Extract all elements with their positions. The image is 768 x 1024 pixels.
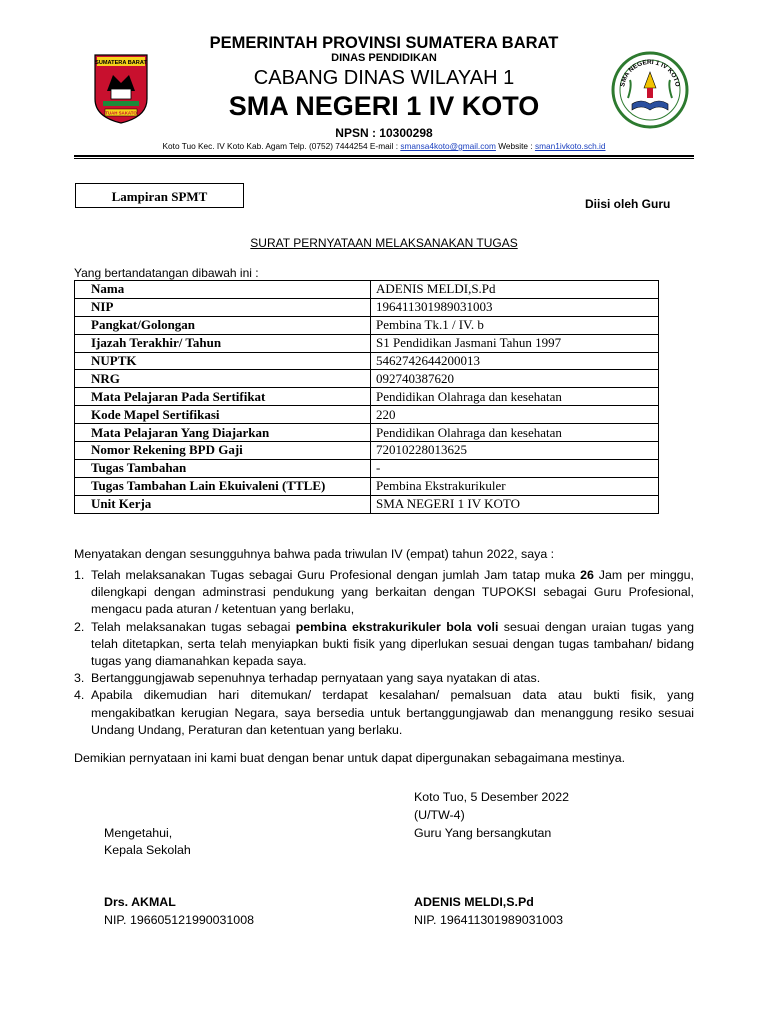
filled-by-note: Diisi oleh Guru [585, 197, 671, 211]
intro-text: Yang bertandatangan dibawah ini : [74, 266, 259, 280]
identity-key: Pangkat/Golongan [75, 316, 371, 334]
website-label: Website : [495, 141, 535, 151]
point-emphasis: 26 [580, 568, 594, 582]
document-title: SURAT PERNYATAAN MELAKSANAKAN TUGAS [250, 236, 518, 250]
identity-row [75, 388, 659, 406]
identity-value: 5462742644200013 [371, 352, 659, 370]
contact-address: Koto Tuo Kec. IV Koto Kab. Agam Telp. (0752) 7444254 E-mail : [162, 141, 401, 151]
period-code: (U/TW-4) [414, 808, 465, 822]
identity-row [75, 442, 659, 460]
identity-key: Mata Pelajaran Pada Sertifikat [75, 388, 371, 406]
identity-value: - [371, 459, 659, 477]
point-text-continued: Jam per minggu, dilengkapi dengan adminstrasi pendukung yang berkaitan dengan TUPOKSI sebagai Guru Profesional, mengacu pada aturan / ketentuan yang berlaku, [91, 568, 694, 617]
identity-table [74, 280, 659, 514]
emblem-top-text: SUMATERA BARAT [95, 60, 147, 66]
identity-value: 092740387620 [371, 370, 659, 388]
point-number: 1. [74, 568, 85, 582]
website-link[interactable]: sman1ivkoto.sch.id [534, 141, 606, 151]
principal-nip: NIP. 196605121990031008 [104, 913, 254, 927]
identity-value: Pendidikan Olahraga dan kesehatan [371, 388, 659, 406]
letterhead-divider-thin [74, 158, 694, 159]
point-text: Telah melaksanakan tugas sebagai [91, 619, 296, 634]
identity-value: Pembina Ekstrakurikuler [371, 477, 659, 495]
statement-point [74, 567, 694, 619]
identity-key: Ijazah Terakhir/ Tahun [75, 334, 371, 352]
letterhead-school-name: SMA NEGERI 1 IV KOTO [228, 91, 540, 121]
school-logo-text: SMA NEGERI 1 IV KOTO [619, 58, 681, 88]
principal-label: Kepala Sekolah [104, 843, 191, 857]
statement-point [74, 670, 694, 687]
letterhead-contact [0, 141, 768, 151]
identity-row [75, 334, 659, 352]
identity-value: Pembina Tk.1 / IV. b [371, 316, 659, 334]
letterhead-npsn: NPSN : 10300298 [335, 126, 433, 140]
identity-value: Pendidikan Olahraga dan kesehatan [371, 424, 659, 442]
letterhead-department: DINAS PENDIDIKAN [331, 52, 437, 64]
identity-key: Mata Pelajaran Yang Diajarkan [75, 424, 371, 442]
teacher-signature-label: Guru Yang bersangkutan [414, 826, 552, 840]
emblem-banner-text: TUAH SAKATO [105, 110, 137, 116]
statement-text: Menyatakan dengan sesungguhnya bahwa pada triwulan IV (empat) tahun 2022, saya : [74, 547, 555, 561]
identity-row [75, 352, 659, 370]
principal-name: Drs. AKMAL [104, 895, 176, 909]
identity-key: NRG [75, 370, 371, 388]
letterhead-government: PEMERINTAH PROVINSI SUMATERA BARAT [209, 34, 559, 52]
point-text: Bertanggungjawab sepenuhnya terhadap pernyataan yang saya nyatakan di atas. [91, 671, 541, 686]
identity-key: Tugas Tambahan Lain Ekuivaleni (TTLE) [75, 477, 371, 495]
attachment-label-box: Lampiran SPMT [75, 183, 244, 208]
point-number: 2. [74, 619, 85, 634]
point-text: Telah melaksanakan Tugas sebagai Guru Profesional dengan jumlah Jam tatap muka [91, 568, 581, 582]
email-link[interactable]: smansa4koto@gmail.com [400, 141, 496, 151]
identity-key: Kode Mapel Sertifikasi [75, 406, 371, 424]
point-number: 3. [74, 671, 85, 686]
identity-row [75, 406, 659, 424]
identity-key: Nama [75, 281, 371, 299]
identity-row [75, 459, 659, 477]
point-text: Apabila dikemudian hari ditemukan/ terdapat kesalahan/ pemalsuan data atau bukti fisik, yang mengakibatkan kerugian Negara, saya bersedia untuk bertanggungjawab dan menanggung resiko sesuai Undang Undang, Peraturan dan ketentuan yang berlaku. [91, 688, 694, 737]
identity-row [75, 316, 659, 334]
identity-key: NUPTK [75, 352, 371, 370]
identity-value: ADENIS MELDI,S.Pd [371, 281, 659, 299]
teacher-name: ADENIS MELDI,S.Pd [414, 895, 534, 909]
letterhead-branch: CABANG DINAS WILAYAH 1 [253, 67, 515, 89]
identity-row [75, 298, 659, 316]
identity-row [75, 281, 659, 299]
place-date: Koto Tuo, 5 Desember 2022 [414, 790, 569, 804]
identity-key: NIP [75, 298, 371, 316]
point-text-continued: sesuai dengan uraian tugas yang telah ditetapkan, serta telah menyiapkan bukti fisik yang diperlukan sesuai dengan tugas tambahan/ bidang tugas yang diamanahkan kepada saya. [91, 619, 694, 669]
statement-point [74, 619, 694, 671]
identity-row [75, 495, 659, 513]
point-emphasis: pembina ekstrakurikuler bola voli [295, 619, 499, 634]
identity-key: Unit Kerja [75, 495, 371, 513]
identity-key: Tugas Tambahan [75, 459, 371, 477]
closing-text: Demikian pernyataan ini kami buat dengan benar untuk dapat dipergunakan sebagaimana mestinya. [74, 751, 626, 765]
statement-point [74, 687, 694, 739]
identity-value: SMA NEGERI 1 IV KOTO [371, 495, 659, 513]
identity-row [75, 424, 659, 442]
identity-row [75, 477, 659, 495]
identity-value: 196411301989031003 [371, 298, 659, 316]
identity-value: 220 [371, 406, 659, 424]
identity-row [75, 370, 659, 388]
identity-key: Nomor Rekening BPD Gaji [75, 442, 371, 460]
point-number: 4. [74, 688, 85, 703]
identity-value: 72010228013625 [371, 442, 659, 460]
statement-points [74, 567, 694, 739]
teacher-nip: NIP. 196411301989031003 [414, 913, 564, 927]
acknowledged-label: Mengetahui, [104, 826, 173, 840]
identity-value: S1 Pendidikan Jasmani Tahun 1997 [371, 334, 659, 352]
letterhead-divider [74, 155, 694, 157]
